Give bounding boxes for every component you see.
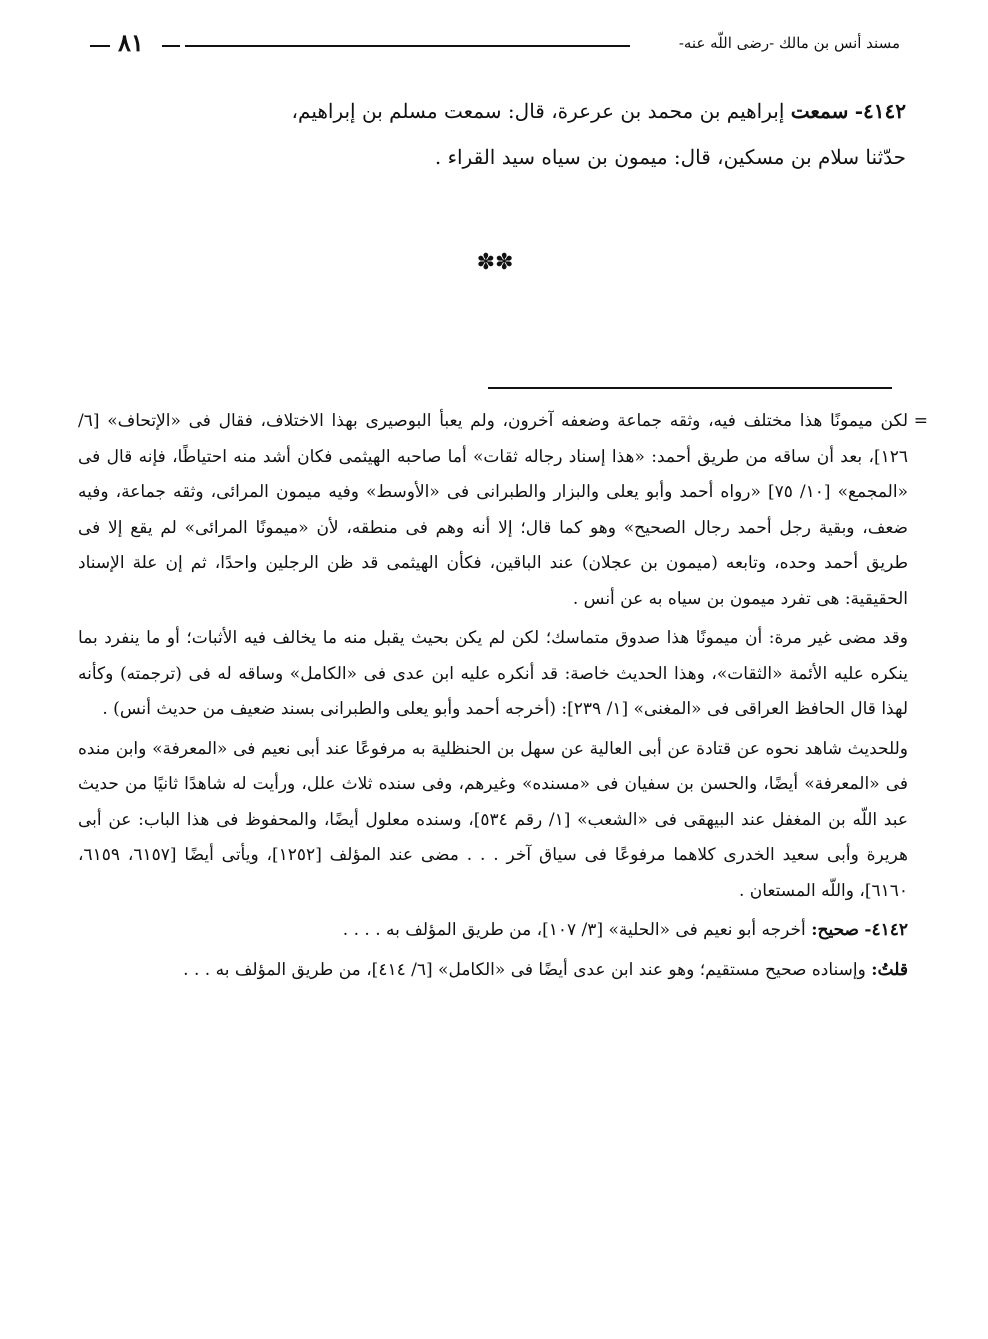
footnote-paragraph-1 <box>78 404 928 617</box>
section-separator: ✽✽ <box>476 250 514 275</box>
hadith-number: ٤١٤٢- <box>854 99 906 123</box>
footnotes <box>78 404 928 992</box>
footnote-rule <box>488 387 892 389</box>
hadith-text <box>86 88 906 180</box>
header-dash-left <box>90 45 110 47</box>
qult-label: قلتُ: <box>871 959 908 980</box>
footnote-paragraph-3: وللحديث شاهد نحوه عن قتادة عن أبى العالية عن سهل بن الحنظلية به مرفوعًا عند أبى نعيم فى «المعرفة» وابن منده فى «المعرفة» أيضًا، والحسن بن سفيان فى «مسنده» وغيرهم، وفى سنده ثلاث علل، ورأيت له شاهدًا ثانيًا من حديث عبد اللّه بن المغفل عند البيهقى فى «الشعب» [١/ رقم ٥٣٤]، وسنده معلول أيضًا، والمحفوظ فى هذا الباب: عن أبى هريرة وأبى سعيد الخدرى كلاهما مرفوعًا فى سياق آخر . . . مضى عند المؤلف [١٢٥٢]، ويأتى أيضًا [٦١٥٧، ٦١٥٩، ٦١٦٠]، واللّه المستعان . <box>78 738 909 901</box>
page-header <box>90 28 900 64</box>
continuation-mark: = <box>913 411 928 431</box>
page-number: ٨١ <box>118 28 144 57</box>
footnote-paragraph-2: وقد مضى غير مرة: أن ميمونًا هذا صدوق متماسك؛ لكن لم يكن بحيث يقبل منه ما يخالف فيه الأثبات؛ أو ما ينفرد بما ينكره عليه الأئمة «الثقات»، وهذا الحديث خاصة: قد أنكره عليه ابن عدى فى «الكامل» وساقه له فى (ترجمته) وكأنه لهذا قال الحافظ العراقى فى «المغنى» [١/ ٢٣٩]: (أخرجه أحمد وأبو يعلى والطبرانى بسند ضعيف من حديث أنس) . <box>78 628 908 719</box>
footnote-number: ٤١٤٢- <box>864 920 908 940</box>
qult-text: وإسناده صحيح مستقيم؛ وهو عند ابن عدى أيضًا فى «الكامل» [٦/ ٤١٤]، من طريق المؤلف به . . . <box>183 959 866 980</box>
footnote-text-1: لكن ميمونًا هذا مختلف فيه، وثقه جماعة وضعفه آخرون، ولم يعبأ البوصيرى بهذا الاختلاف، فقال فى «الإتحاف» [٦/ ١٢٦]، بعد أن ساقه من طريق أحمد: «هذا إسناد رجاله ثقات» أما صاحبه الهيثمى فكان أشد منه احتياطًا، فإنه قال فى «المجمع» [١٠/ ٧٥] «رواه أحمد وأبو يعلى والبزار والطبرانى فى «الأوسط» وفيه ميمون المرائى، وثقه جماعة، وفيه ضعف، وبقية رجل أحمد رجال الصحيح» وهو كما قال؛ إلا أنه وهم فى منطقه، لأن «ميمونًا المرائى» لم يقع إلا فى طريق أحمد وحده، وتابعه (ميمون بن عجلان) عند الباقين، فكأن الهيثمى قد ظن الرجلين واحدًا، ثم إن علة الإسناد الحقيقية: هى تفرد ميمون بن سياه به عن أنس . <box>78 411 908 609</box>
hadith-line-2: حدّثنا سلام بن مسكين، قال: ميمون بن سياه سيد القراء . <box>434 145 906 169</box>
footnote-qult <box>78 953 908 989</box>
header-dash <box>162 45 180 47</box>
hadith-lead: سمعت <box>790 99 849 123</box>
hadith-text-1: إبراهيم بن محمد بن عرعرة، قال: سمعت مسلم بن إبراهيم، <box>291 99 785 123</box>
grading-label: صحيح: <box>811 920 859 940</box>
footnote-grading <box>78 913 908 949</box>
header-rule <box>185 45 630 47</box>
hadith-line-1 <box>86 88 906 134</box>
grading-text: أخرجه أبو نعيم فى «الحلية» [٣/ ١٠٧]، من طريق المؤلف به . . . . <box>342 920 806 940</box>
running-title: مسند أنس بن مالك -رضى اللّه عنه- <box>678 34 900 52</box>
